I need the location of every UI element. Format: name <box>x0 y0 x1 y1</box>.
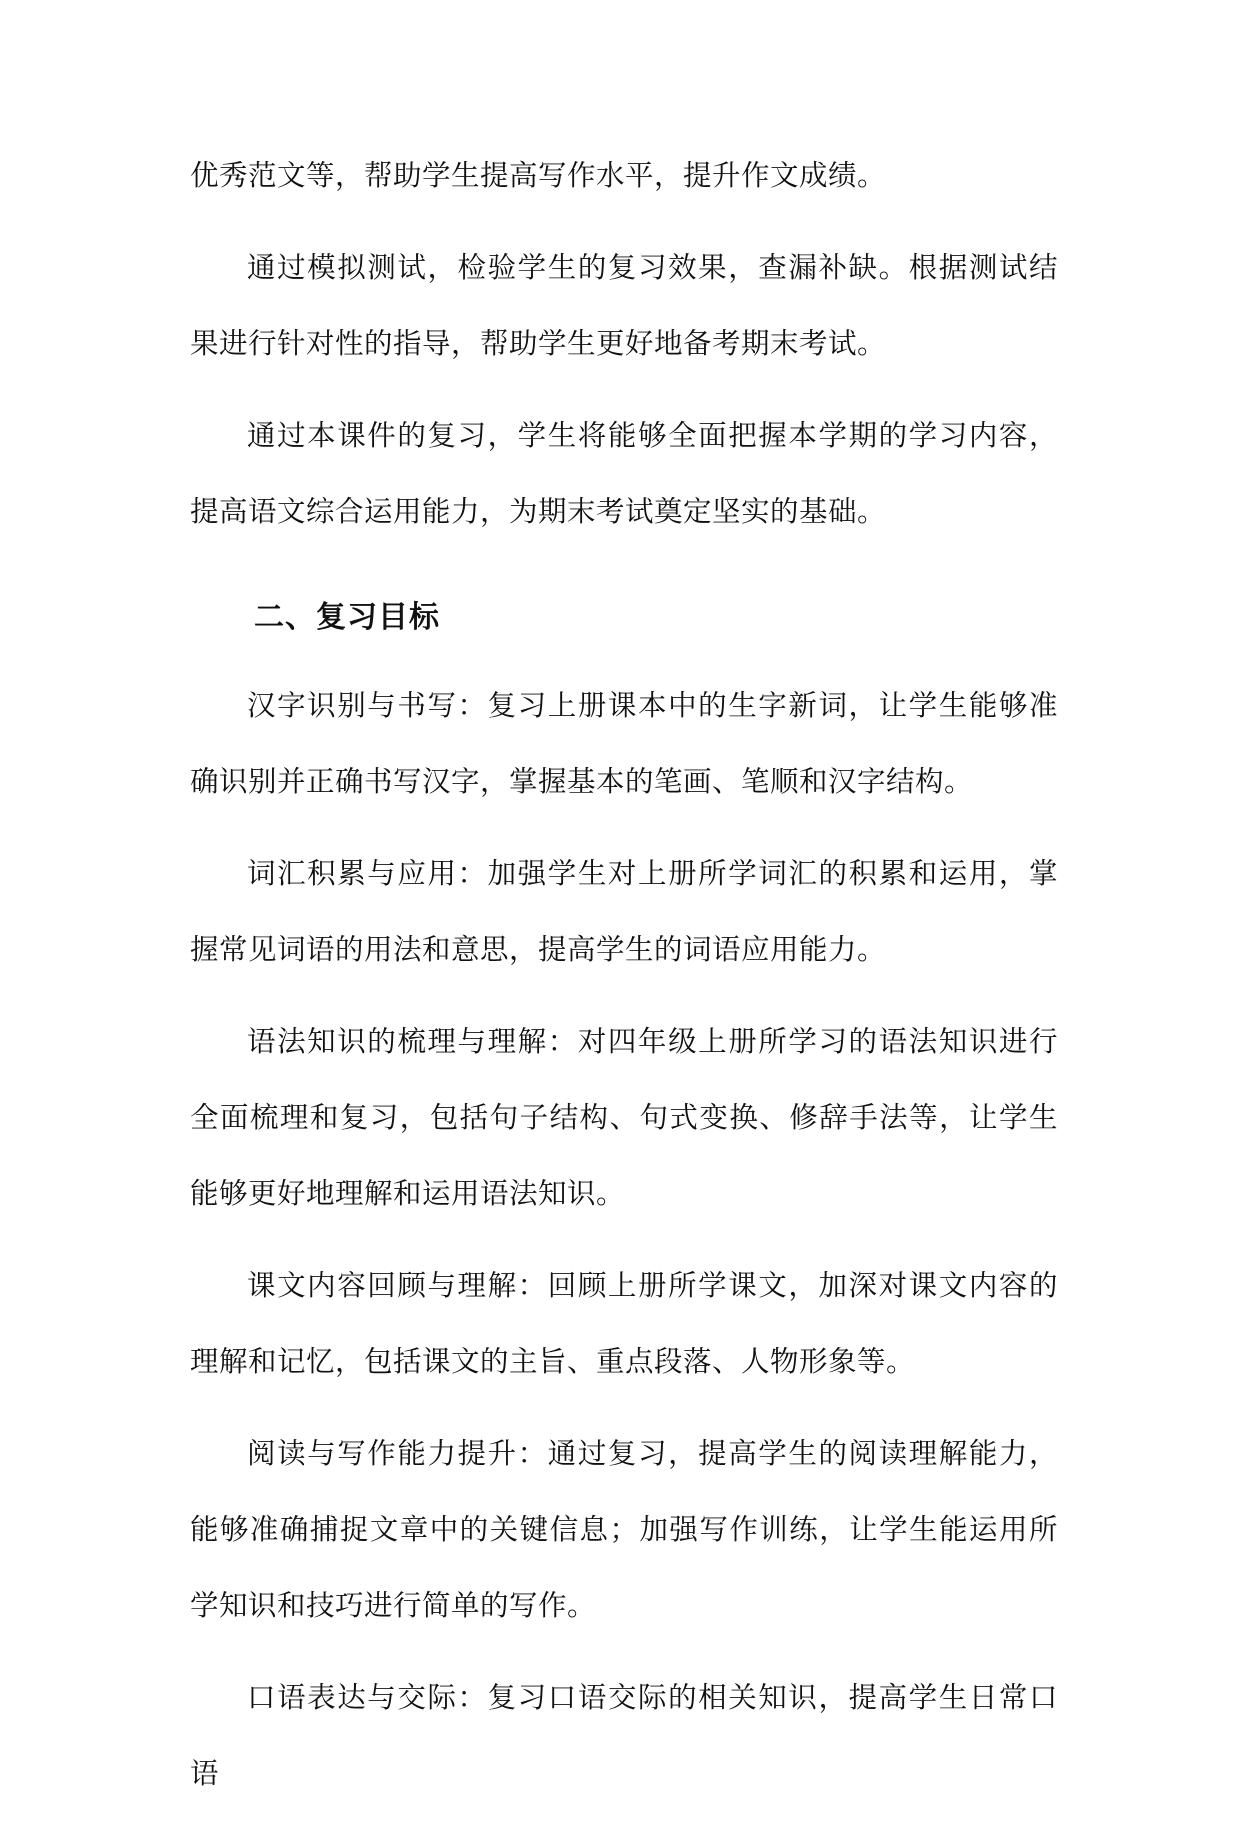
goal-paragraph: 口语表达与交际：复习口语交际的相关知识，提高学生日常口语 <box>190 1681 1058 1790</box>
document-page <box>190 138 1058 1828</box>
section-heading: 二、复习目标 <box>254 600 440 635</box>
paragraph: 通过模拟测试，检验学生的复习效果，查漏补缺。根据测试结果进行针对性的指导，帮助学生更好地备考期末考试。 <box>190 251 1058 360</box>
goal-paragraph: 词汇积累与应用：加强学生对上册所学词汇的积累和运用，掌握常见词语的用法和意思，提高学生的词语应用能力。 <box>190 857 1058 966</box>
paragraph: 通过本课件的复习，学生将能够全面把握本学期的学习内容，提高语文综合运用能力，为期末考试奠定坚实的基础。 <box>190 419 1058 528</box>
goal-paragraph: 语法知识的梳理与理解：对四年级上册所学习的语法知识进行全面梳理和复习，包括句子结构、句式变换、修辞手法等，让学生能够更好地理解和运用语法知识。 <box>190 1025 1058 1210</box>
goal-paragraph: 汉字识别与书写：复习上册课本中的生字新词，让学生能够准确识别并正确书写汉字，掌握基本的笔画、笔顺和汉字结构。 <box>190 689 1058 798</box>
goal-paragraph: 课文内容回顾与理解：回顾上册所学课文，加深对课文内容的理解和记忆，包括课文的主旨、重点段落、人物形象等。 <box>190 1269 1058 1378</box>
paragraph: 优秀范文等，帮助学生提高写作水平，提升作文成绩。 <box>190 159 887 192</box>
goal-paragraph: 阅读与写作能力提升：通过复习，提高学生的阅读理解能力，能够准确捕捉文章中的关键信息；加强写作训练，让学生能运用所学知识和技巧进行简单的写作。 <box>190 1437 1058 1622</box>
